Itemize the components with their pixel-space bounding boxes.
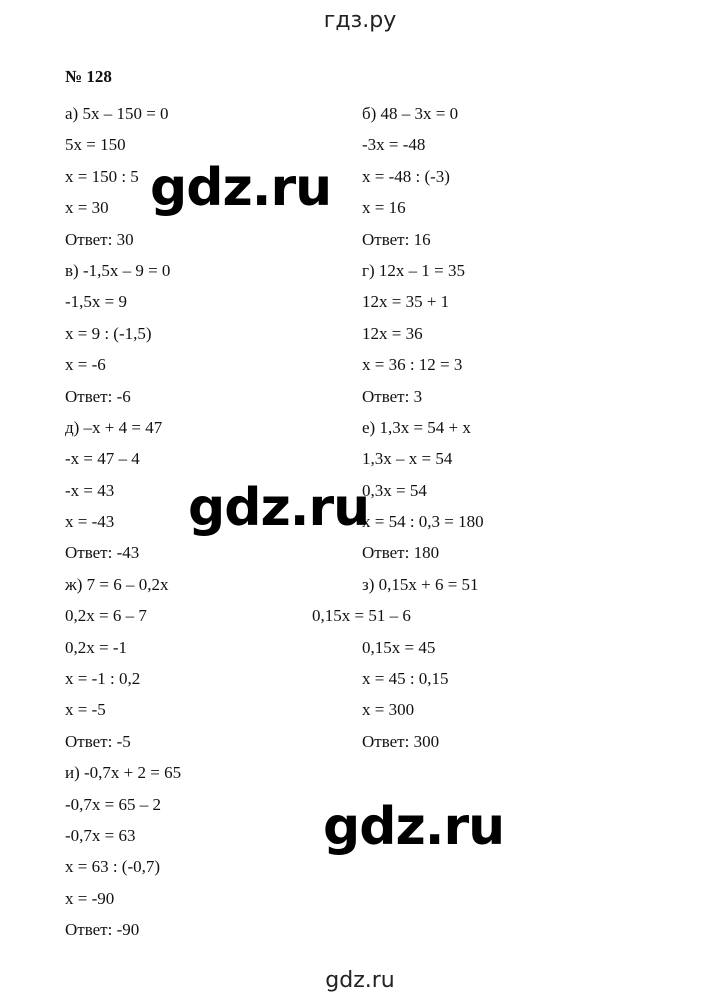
solution-line: 12x = 35 + 1	[362, 292, 450, 312]
answer-line: Ответ: -6	[65, 386, 131, 406]
solution-line: 0,2x = -1	[65, 637, 127, 657]
solution-line: x = 45 : 0,15	[362, 669, 449, 689]
solution-line: x = -5	[65, 700, 106, 720]
answer-line: Ответ: 300	[362, 731, 440, 751]
solution-line: -0,7x = 65 – 2	[65, 794, 161, 814]
solution-line: x = 16	[362, 198, 406, 218]
solution-line: x = -48 : (-3)	[362, 166, 450, 186]
watermark: gdz.ru	[150, 158, 332, 218]
watermark: gdz.ru	[188, 478, 370, 538]
solution-line: 0,2x = 6 – 7	[65, 606, 147, 626]
solution-line: г) 12x – 1 = 35	[362, 260, 465, 280]
solution-line: б) 48 – 3x = 0	[362, 104, 459, 123]
solution-line: x = -6	[65, 355, 106, 375]
solution-line: 12x = 36	[362, 323, 423, 343]
solution-line: з) 0,15x + 6 = 51	[362, 574, 479, 594]
solution-line: x = 9 : (-1,5)	[65, 323, 152, 343]
solution-line: x = -43	[65, 512, 115, 532]
site-header: гдз.ру	[323, 8, 397, 33]
solution-line: x = 30	[65, 198, 109, 218]
answer-line: Ответ: -43	[65, 543, 140, 563]
watermark: gdz.ru	[323, 797, 505, 857]
solution-line: x = 54 : 0,3 = 180	[362, 512, 484, 532]
solution-line: и) -0,7x + 2 = 65	[65, 763, 182, 783]
solution-line: е) 1,3x = 54 + x	[362, 417, 471, 437]
solution-line: -1,5x = 9	[65, 292, 127, 312]
solution-line: 0,15x = 51 – 6	[312, 606, 411, 626]
answer-line: Ответ: -5	[65, 731, 131, 751]
answer-line: Ответ: 30	[65, 229, 134, 249]
problem-number: № 128	[65, 67, 112, 86]
answer-line: Ответ: 16	[362, 229, 431, 249]
solution-line: -x = 43	[65, 480, 115, 500]
solution-column-right	[312, 98, 642, 757]
solution-line: x = 150 : 5	[65, 166, 139, 186]
answer-line: Ответ: -90	[65, 920, 140, 940]
solution-line: x = 63 : (-0,7)	[65, 857, 161, 877]
solution-line: x = 300	[362, 700, 415, 720]
answer-line: Ответ: 3	[362, 386, 423, 406]
solution-line: в) -1,5x – 9 = 0	[65, 260, 171, 280]
solution-line: 1,3x – x = 54	[362, 449, 453, 469]
solution-line: 5x = 150	[65, 135, 126, 155]
solution-line: 0,3x = 54	[362, 480, 427, 500]
solution-line: -x = 47 – 4	[65, 449, 140, 469]
solution-line: 0,15x = 45	[362, 637, 436, 657]
answer-line: Ответ: 180	[362, 543, 440, 563]
solution-line: x = -1 : 0,2	[65, 669, 141, 689]
solution-line: -0,7x = 63	[65, 825, 136, 845]
solution-line: д) –x + 4 = 47	[65, 417, 163, 437]
solution-line: x = -90	[65, 888, 115, 908]
solution-line: а) 5x – 150 = 0	[65, 104, 169, 123]
solution-line: ж) 7 = 6 – 0,2x	[65, 574, 169, 594]
solution-line: -3x = -48	[362, 135, 426, 155]
site-footer: gdz.ru	[325, 968, 395, 993]
solution-line: x = 36 : 12 = 3	[362, 355, 463, 375]
